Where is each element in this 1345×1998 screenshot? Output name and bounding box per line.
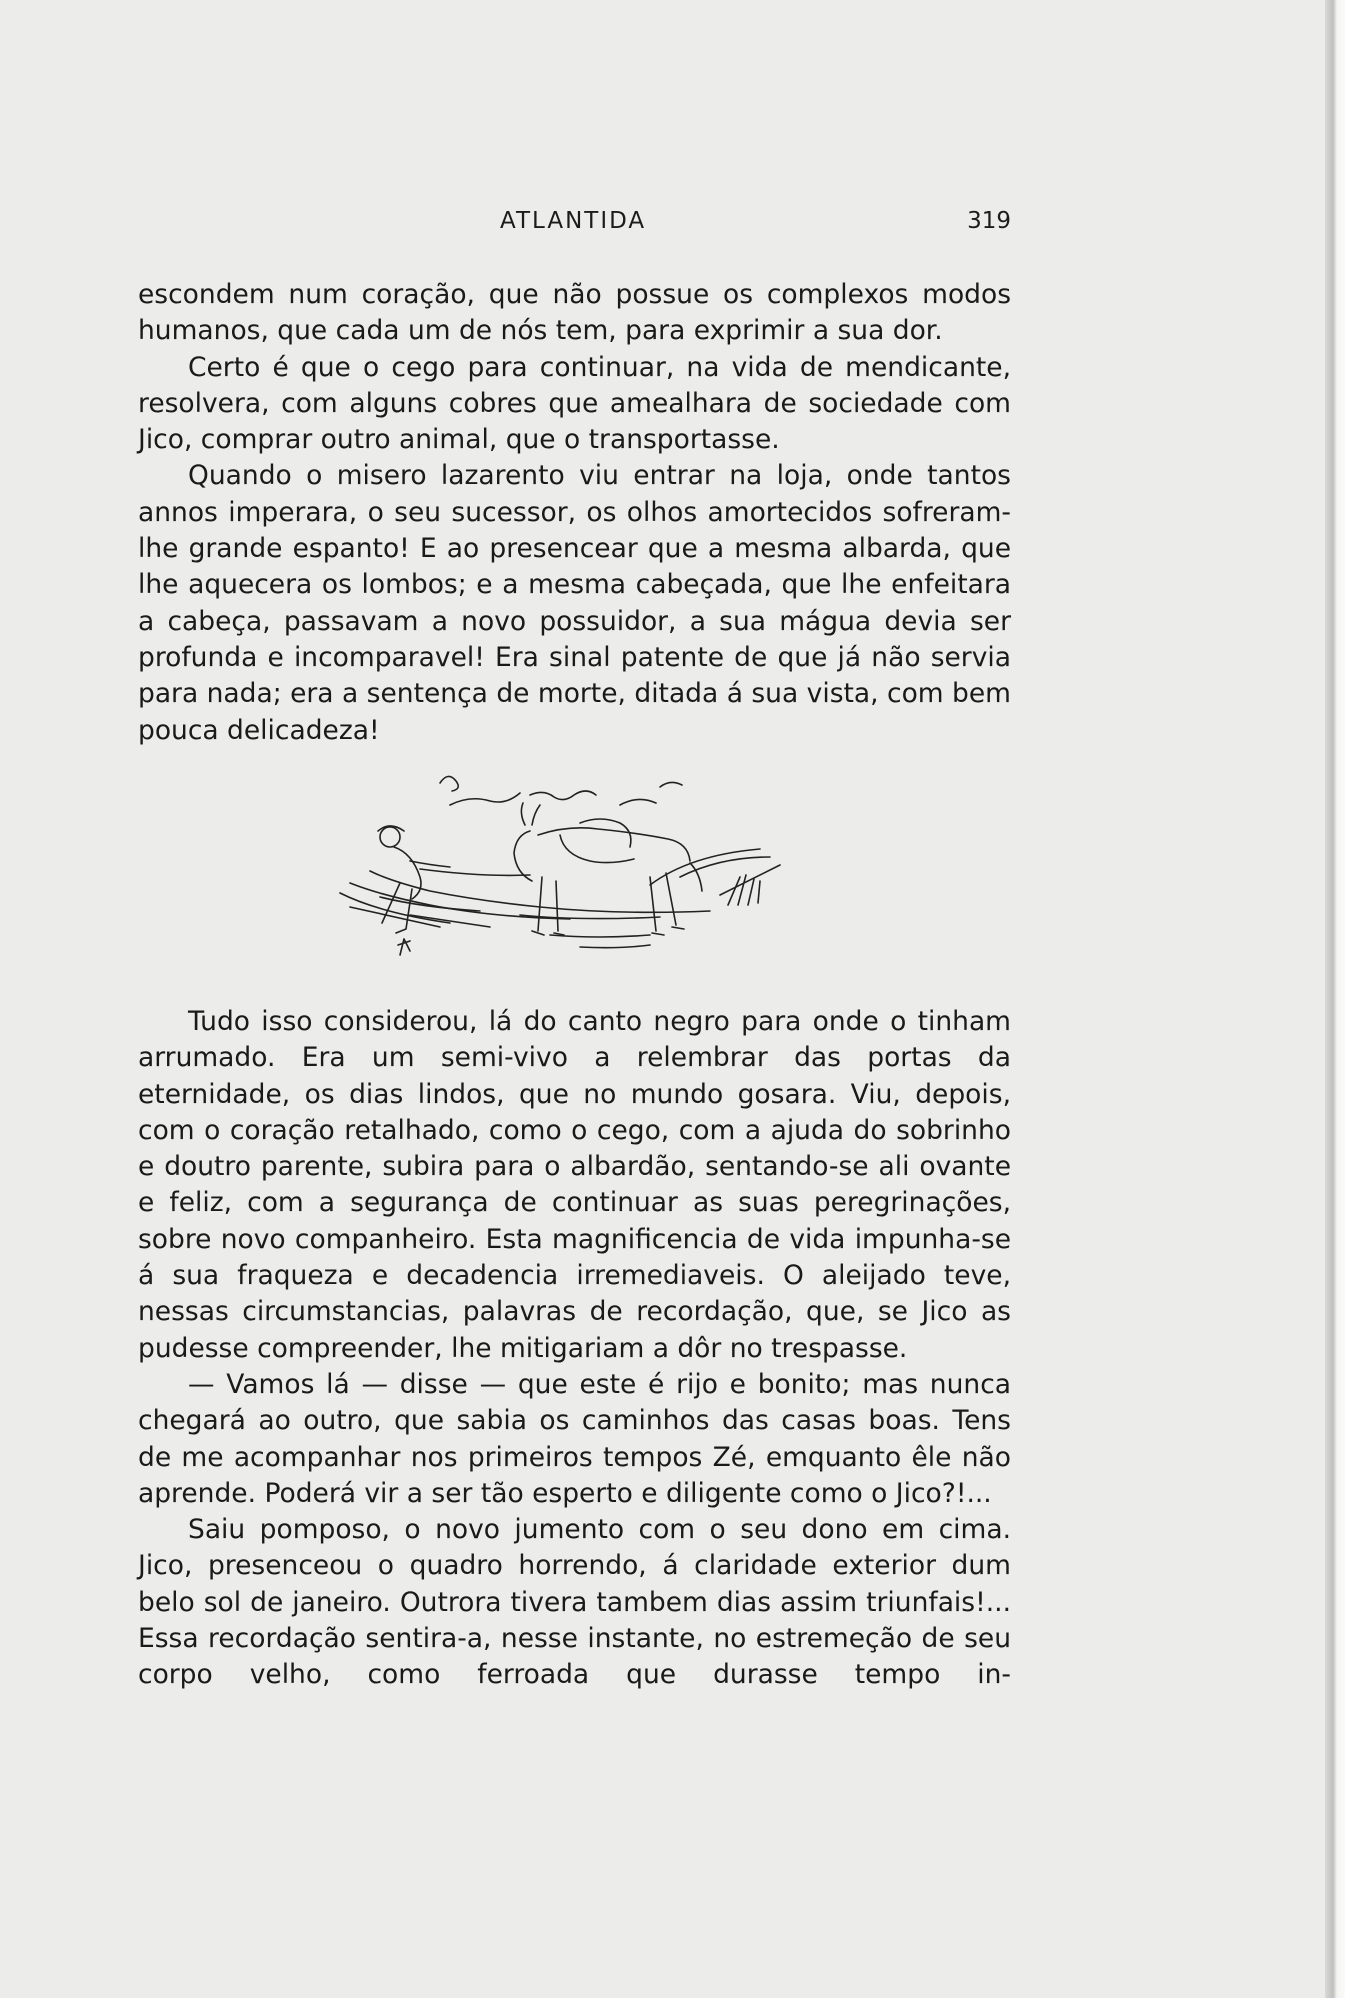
- text-block-bottom: [138, 1004, 1011, 1694]
- paragraph: Tudo isso considerou, lá do canto negro para onde o tinham arrumado. Era um semi-vivo a relembrar das portas da eternidade, os dias lindos, que no mundo gosara. Viu, depois, com o coração retalhado, como o cego, com a ajuda do sobrinho e doutro parente, subira para o albardão, sentando-se ali ovante e feliz, com a segurança de continuar as suas peregrinações, sobre novo companheiro. Esta magnificencia de vida impunha-se á sua fraqueza e decadencia irremediaveis. O aleijado teve, nessas circumstancias, palavras de recordação, que, se Jico as pudesse compreender, lhe mitigariam a dôr no trespasse.: [138, 1006, 1011, 1364]
- vignette-illustration: [320, 765, 840, 975]
- paragraph-continued: escondem num coração, que não possue os complexos modos humanos, que cada um de nós tem, para exprimir a sua dor.: [138, 279, 1011, 347]
- paragraph: Quando o misero lazarento viu entrar na loja, onde tantos annos imperara, o seu sucessor, os olhos amortecidos sofreram-lhe grande espanto! E ao presencear que a mesma albarda, que lhe aquecera os lombos; e a mesma cabeçada, que lhe enfeitara a cabeça, passavam a novo possuidor, a sua mágua devia ser profunda e incomparavel! Era sinal patente de que já não servia para nada; era a sentença de morte, ditada á sua vista, com bem pouca delicadeza!: [138, 460, 1011, 746]
- running-head: [138, 208, 1011, 242]
- paragraph: Saiu pomposo, o novo jumento com o seu dono em cima. Jico, presenceou o quadro horrendo, á claridade exterior dum belo sol de janeiro. Outrora tivera tambem dias assim triunfais!... Essa recordação sentira-a, nesse instante, no estremeção de seu corpo velho, como ferroada que durasse tempo in-: [138, 1514, 1011, 1691]
- paragraph-dialogue: — Vamos lá — disse — que este é rijo e bonito; mas nunca chegará ao outro, que sabia os caminhos das casas boas. Tens de me acompanhar nos primeiros tempos Zé, emquanto êle não aprende. Poderá vir a ser tão esperto e diligente como o Jico?!...: [138, 1368, 1011, 1509]
- text-block-top: [138, 277, 1011, 749]
- paragraph: Certo é que o cego para continuar, na vida de mendicante, resolvera, com alguns cobres que amealhara de sociedade com Jico, comprar outro animal, que o transportasse.: [138, 351, 1011, 456]
- page-edge-shadow: [1325, 0, 1345, 1998]
- running-head-title: ATLANTIDA: [500, 208, 647, 234]
- page-number: 319: [967, 208, 1011, 234]
